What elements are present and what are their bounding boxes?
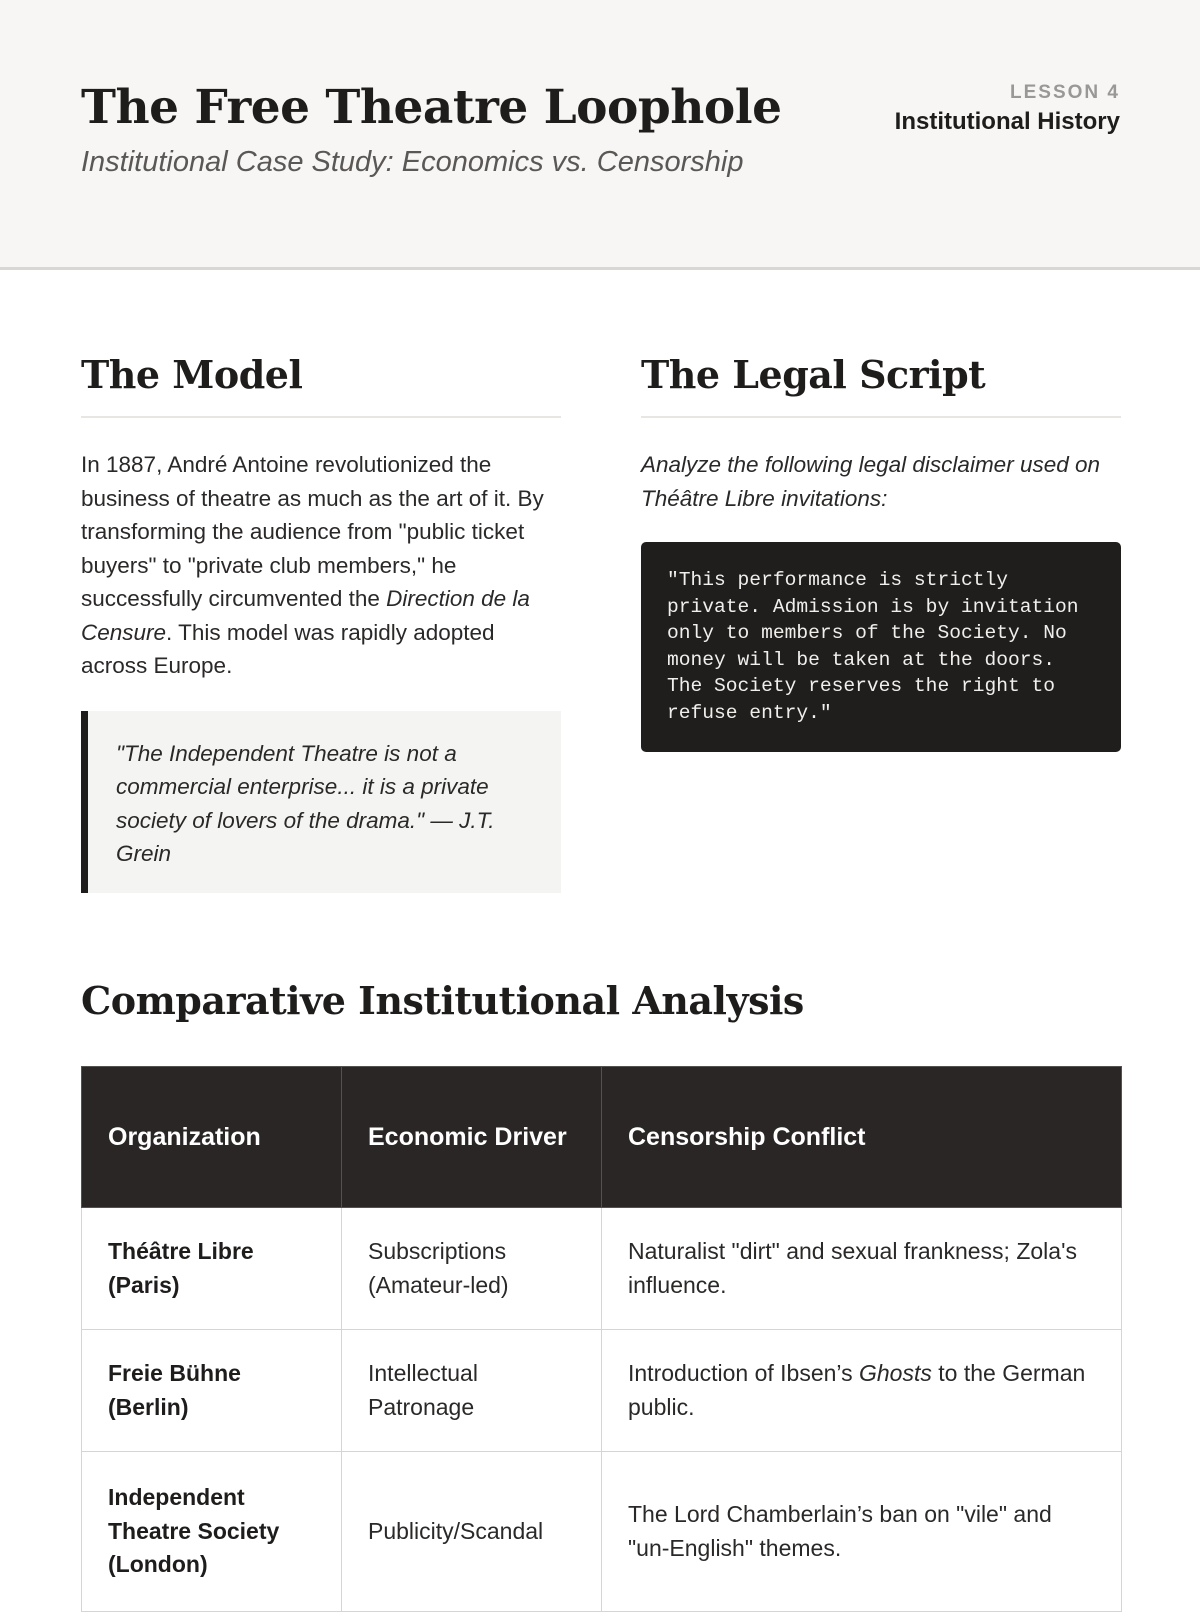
censorship-conflict-cell — [602, 1330, 1122, 1452]
model-paragraph — [81, 448, 561, 683]
table-row — [82, 1452, 1122, 1612]
legal-disclaimer-box: "This performance is strictly private. Admission is by invitation only to members of the Society. No money will be taken at the doors. The Society reserves the right to refuse entry." — [641, 542, 1121, 752]
table-row — [82, 1208, 1122, 1330]
column-header-organization: Organization — [82, 1067, 342, 1208]
model-section — [81, 352, 561, 893]
legal-script-intro: Analyze the following legal disclaimer used on Théâtre Libre invitations: — [641, 452, 1101, 511]
lesson-info — [895, 82, 1120, 136]
lesson-label: LESSON 4 — [1010, 82, 1120, 103]
legal-script-title: The Legal Script — [641, 352, 1121, 418]
organization-cell: Independent Theatre Society (London) — [82, 1452, 342, 1612]
conflict-text: Naturalist "dirt" and sexual frankness; Zola's influence. — [628, 1238, 1077, 1298]
column-header-economic-driver: Economic Driver — [342, 1067, 602, 1208]
conflict-text: The Lord Chamberlain’s ban on "vile" and "un-English" themes. — [628, 1501, 1052, 1561]
analysis-title: Comparative Institutional Analysis — [81, 978, 804, 1023]
conflict-text-emphasis: Ghosts — [859, 1360, 932, 1386]
page-header — [0, 0, 1200, 270]
legal-script-section — [641, 352, 1121, 752]
economic-driver-cell: Publicity/Scandal — [342, 1452, 602, 1612]
economic-driver-cell: Subscriptions (Amateur-led) — [342, 1208, 602, 1330]
organization-cell: Théâtre Libre (Paris) — [82, 1208, 342, 1330]
analysis-table — [81, 1066, 1122, 1612]
censorship-conflict-cell — [602, 1208, 1122, 1330]
model-text-after: . This model was rapidly adopted across Europe. — [81, 619, 495, 678]
censorship-conflict-cell — [602, 1452, 1122, 1612]
model-text-before: In 1887, André Antoine revolutionized the business of theatre as much as the art of it. By transforming the audience from "public ticket buyers" to "private club members," he successfully circumvented the — [81, 452, 544, 611]
page-subtitle: Institutional Case Study: Economics vs. Censorship — [81, 146, 744, 178]
page-title: The Free Theatre Loophole — [81, 80, 782, 135]
organization-cell: Freie Bühne (Berlin) — [82, 1330, 342, 1452]
table-row — [82, 1330, 1122, 1452]
model-title: The Model — [81, 352, 561, 418]
table-header-row — [82, 1067, 1122, 1208]
conflict-text-after: to the German public. — [628, 1360, 1086, 1420]
conflict-text-before: Introduction of Ibsen’s — [628, 1360, 859, 1386]
lesson-name: Institutional History — [894, 108, 1120, 135]
economic-driver-cell: Intellectual Patronage — [342, 1330, 602, 1452]
model-text-emphasis: Direction de la Censure — [81, 586, 530, 645]
grein-quote: "The Independent Theatre is not a commercial enterprise... it is a private society of lovers of the drama." — J.T. Grein — [81, 711, 561, 893]
column-header-censorship-conflict: Censorship Conflict — [602, 1067, 1122, 1208]
